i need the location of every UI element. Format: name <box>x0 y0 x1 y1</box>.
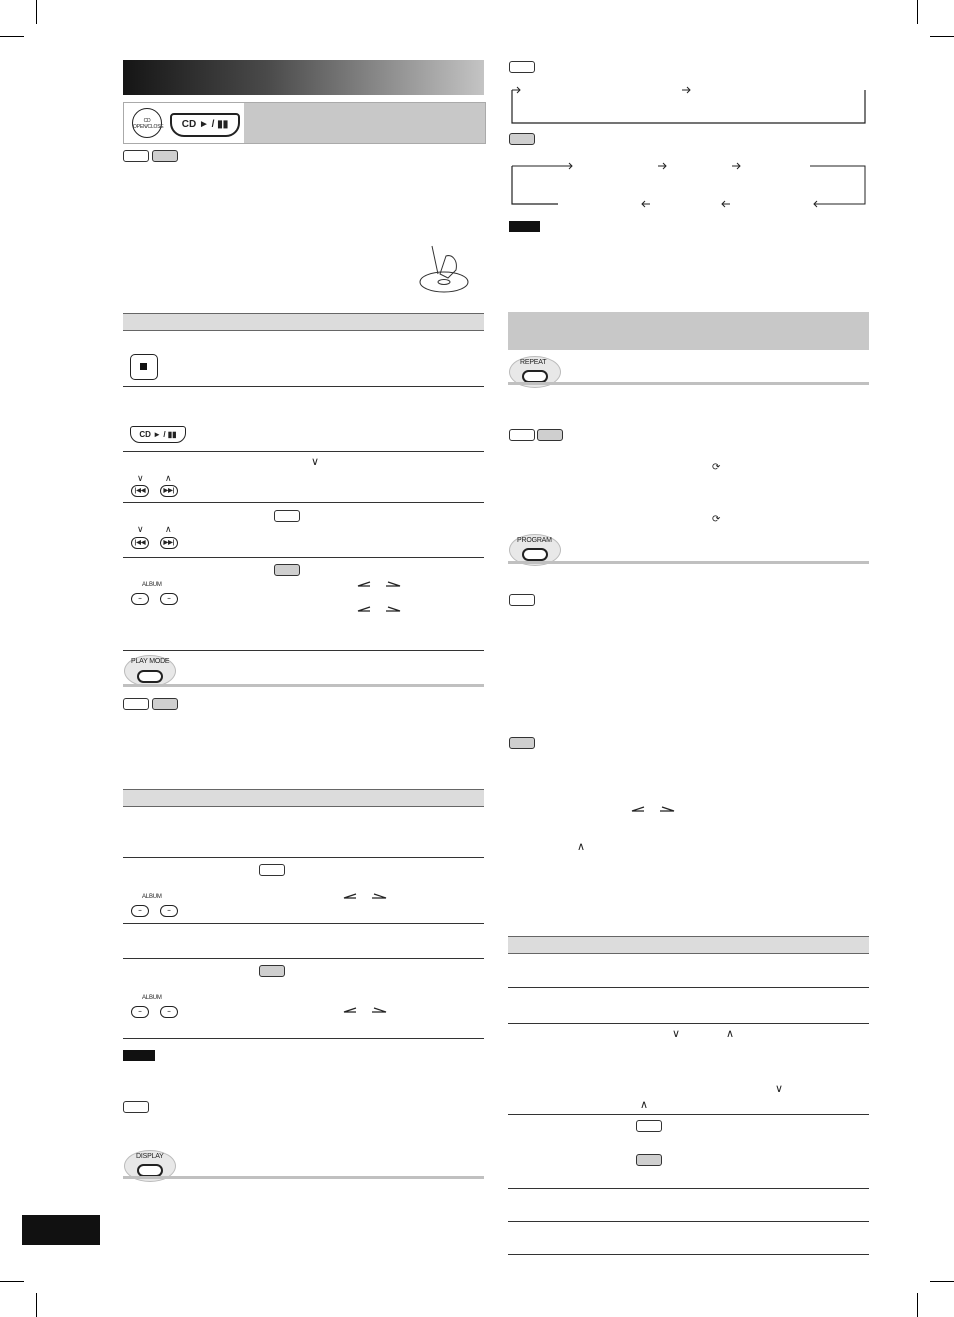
skip-back-icon: |◀◀ <box>134 488 146 494</box>
crop-mark <box>36 1293 37 1317</box>
table-divider <box>123 857 484 858</box>
section-rule <box>508 382 869 385</box>
repeat-label: REPEAT <box>520 359 547 366</box>
cd-play-pause-button[interactable] <box>130 426 186 443</box>
skip-back-icon: |◀◀ <box>134 540 146 546</box>
section-rule <box>508 561 869 564</box>
table-header <box>123 313 484 331</box>
arrow-pair-icon <box>356 580 404 592</box>
chevron-up-icon: ∧ <box>726 1028 735 1040</box>
arrow-pair-icon <box>630 805 678 817</box>
chevron-up-icon: ∧ <box>577 841 586 853</box>
table-divider <box>123 923 484 924</box>
chevron-down-icon: ∨ <box>311 456 320 468</box>
flow-diagram <box>510 84 870 126</box>
skip-forward-button[interactable] <box>160 485 178 497</box>
table-divider <box>123 650 484 651</box>
disc-illustration-icon <box>416 244 472 294</box>
album-label: ALBUM <box>142 582 162 588</box>
album-down-button[interactable]: – <box>131 593 149 605</box>
album-label: ALBUM <box>142 995 162 1001</box>
table-divider <box>508 1114 869 1115</box>
crop-mark <box>0 36 24 37</box>
disc-type-badge <box>274 564 300 576</box>
skip-back-button[interactable] <box>131 485 149 497</box>
program-label: PROGRAM <box>517 537 552 544</box>
album-up-button[interactable]: – <box>160 593 178 605</box>
arrow-pair-icon <box>342 892 390 904</box>
chevron-up-icon: ∧ <box>640 1099 649 1111</box>
note-badge <box>123 1050 155 1061</box>
table-header <box>508 936 869 954</box>
section-title-panel <box>508 312 869 350</box>
page-number-tab <box>22 1215 100 1245</box>
album-down-button[interactable]: – <box>131 905 149 917</box>
crop-mark <box>930 36 954 37</box>
chevron-down-icon: ∨ <box>137 473 144 483</box>
crop-mark <box>36 0 37 24</box>
cd-open-close-button[interactable] <box>132 108 162 138</box>
chevron-down-icon: ∨ <box>775 1083 784 1095</box>
disc-type-badge <box>509 737 535 749</box>
crop-mark <box>930 1281 954 1282</box>
disc-type-badge <box>636 1154 662 1166</box>
repeat-symbol-icon: ⟳ <box>712 514 721 525</box>
album-up-button[interactable]: – <box>160 905 178 917</box>
disc-type-badge <box>537 429 563 441</box>
disc-type-badge <box>259 965 285 977</box>
album-down-button[interactable]: – <box>131 1006 149 1018</box>
table-divider <box>123 386 484 387</box>
disc-type-badge <box>274 510 300 522</box>
display-label: DISPLAY <box>136 1153 164 1160</box>
play-mode-button[interactable] <box>137 670 163 683</box>
table-divider <box>508 987 869 988</box>
cd-open-close-label: CD OPEN/CLOSE <box>133 118 164 130</box>
arrow-pair-icon <box>342 1006 390 1018</box>
stop-icon <box>140 363 147 370</box>
table-divider <box>123 557 484 558</box>
disc-type-badge <box>152 698 178 710</box>
panel-title-area <box>244 103 485 143</box>
skip-forward-icon: ▶▶| <box>163 488 175 494</box>
disc-type-badge <box>152 150 178 162</box>
cd-controls-panel <box>123 102 486 144</box>
disc-type-badge <box>509 133 535 145</box>
table-divider <box>123 958 484 959</box>
chevron-down-icon: ∨ <box>137 524 144 534</box>
chevron-up-icon: ∧ <box>165 473 172 483</box>
table-divider <box>123 502 484 503</box>
disc-type-badge <box>123 1101 149 1113</box>
disc-type-badge <box>509 429 535 441</box>
section-header-bar <box>123 60 484 95</box>
skip-back-button[interactable] <box>131 537 149 549</box>
chevron-down-icon: ∨ <box>672 1028 681 1040</box>
disc-type-badge <box>259 864 285 876</box>
disc-type-badge <box>123 698 149 710</box>
disc-type-badge <box>509 594 535 606</box>
table-header <box>123 789 484 807</box>
table-divider <box>508 1221 869 1222</box>
cd-play-pause-label: CD ► / ▮▮ <box>181 119 229 130</box>
repeat-symbol-icon: ⟳ <box>712 462 721 473</box>
play-mode-label: PLAY MODE <box>131 658 170 665</box>
arrow-pair-icon <box>356 605 404 617</box>
disc-type-badge <box>509 61 535 73</box>
disc-type-badge <box>636 1120 662 1132</box>
table-divider <box>123 1038 484 1039</box>
skip-forward-button[interactable] <box>160 537 178 549</box>
table-divider <box>508 1254 869 1255</box>
disc-type-badge <box>123 150 149 162</box>
table-divider <box>508 1188 869 1189</box>
album-label: ALBUM <box>142 894 162 900</box>
flow-diagram <box>510 160 870 210</box>
table-divider <box>508 1023 869 1024</box>
album-up-button[interactable]: – <box>160 1006 178 1018</box>
section-rule <box>123 684 484 687</box>
crop-mark <box>0 1281 24 1282</box>
note-badge <box>509 221 540 232</box>
crop-mark <box>917 1293 918 1317</box>
cd-play-pause-button[interactable] <box>170 113 240 137</box>
program-button[interactable] <box>522 548 548 561</box>
cd-play-pause-label: CD ► / ▮▮ <box>139 430 177 439</box>
table-divider <box>123 451 484 452</box>
stop-button[interactable] <box>130 354 158 380</box>
chevron-up-icon: ∧ <box>165 524 172 534</box>
crop-mark <box>917 0 918 24</box>
section-rule <box>123 1176 484 1179</box>
skip-forward-icon: ▶▶| <box>163 540 175 546</box>
